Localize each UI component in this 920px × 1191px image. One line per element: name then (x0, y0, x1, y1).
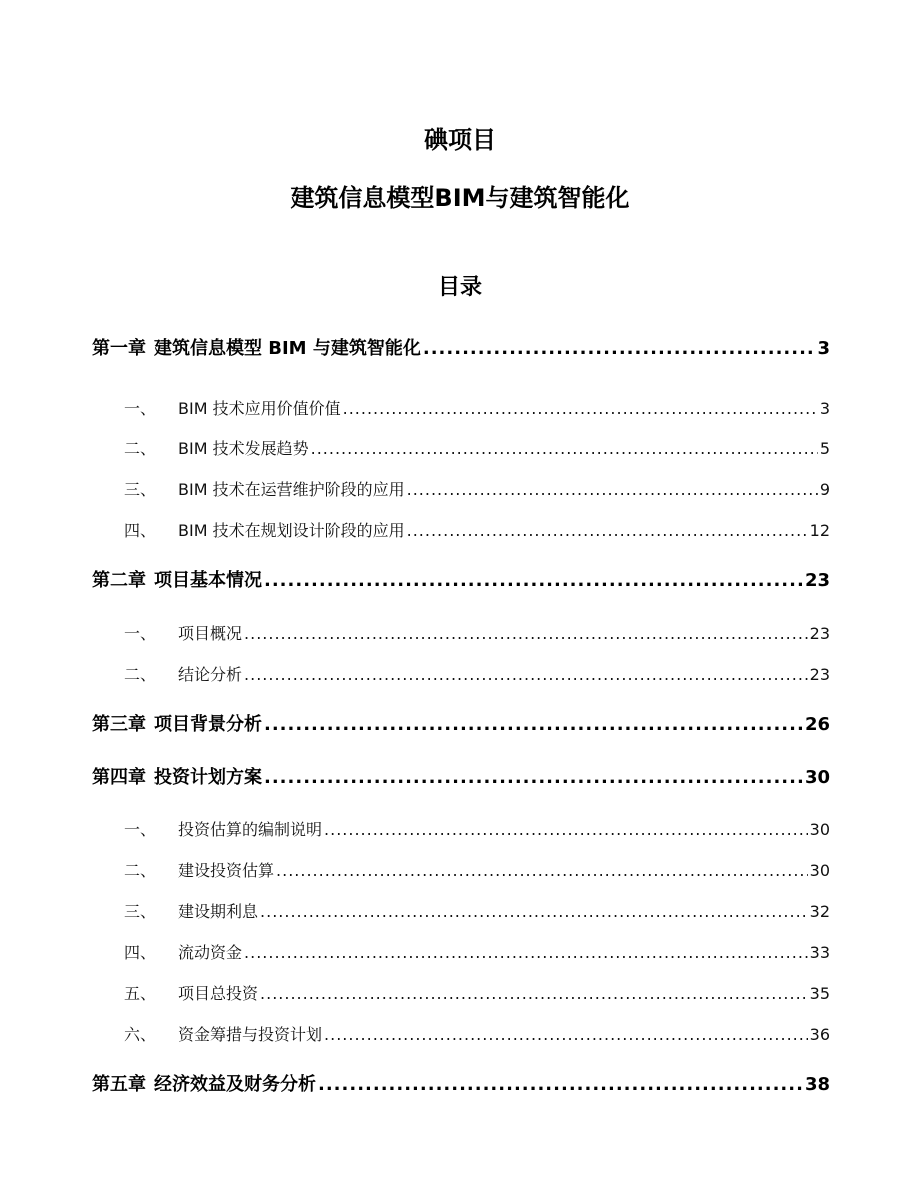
toc-entry-number: 三、 (124, 902, 157, 921)
toc-entry-section[interactable] (124, 941, 830, 965)
toc-entry-page: 23 (809, 665, 830, 684)
toc-entry-section[interactable] (124, 437, 830, 461)
toc-entry-title: 建设期利息 (178, 902, 259, 921)
toc-leader-dots (318, 1073, 803, 1097)
toc-leader-dots (343, 397, 818, 421)
document-title-line1: 碘项目 (424, 126, 496, 154)
toc-entry-chapter[interactable] (92, 1073, 830, 1097)
toc-entry-title: 建设投资估算 (178, 861, 275, 880)
toc-entry-page: 36 (809, 1025, 830, 1044)
toc-entry-title: 项目总投资 (178, 984, 259, 1003)
toc-entry-page: 9 (819, 480, 830, 499)
toc-entry-number: 二、 (124, 439, 157, 458)
toc-entry-title: 项目基本情况 (154, 570, 262, 591)
toc-entry-section[interactable] (124, 900, 830, 924)
toc-entry-page: 30 (809, 820, 830, 839)
toc-entry-number: 第二章 (92, 570, 146, 591)
toc-entry-page: 35 (809, 984, 830, 1003)
toc-leader-dots (244, 663, 808, 687)
toc-entry-section[interactable] (124, 818, 830, 842)
toc-entry-page: 38 (804, 1074, 830, 1095)
toc-entry-number: 一、 (124, 624, 157, 643)
toc-entry-title: 投资计划方案 (154, 767, 262, 788)
toc-leader-dots (260, 900, 808, 924)
toc-entry-page: 30 (804, 767, 830, 788)
toc-entry-number: 三、 (124, 480, 157, 499)
toc-entry-page: 12 (809, 521, 830, 540)
toc-heading: 目录 (437, 275, 482, 300)
toc-entry-page: 26 (804, 714, 830, 735)
toc-entry-section[interactable] (124, 982, 830, 1006)
toc-leader-dots (244, 941, 808, 965)
toc-entry-page: 3 (819, 399, 830, 418)
toc-entry-title: BIM 技术在规划设计阶段的应用 (178, 521, 405, 540)
toc-entry-title: 项目背景分析 (154, 714, 262, 735)
toc-entry-section[interactable] (124, 663, 830, 687)
toc-leader-dots (264, 569, 803, 593)
toc-entry-chapter[interactable] (92, 713, 830, 737)
toc-entry-title: BIM 技术在运营维护阶段的应用 (178, 480, 405, 499)
toc-entry-title: 经济效益及财务分析 (154, 1074, 316, 1095)
toc-leader-dots (264, 713, 803, 737)
toc-entry-chapter[interactable] (92, 766, 830, 790)
toc-leader-dots (324, 818, 808, 842)
toc-entry-title: 投资估算的编制说明 (178, 820, 323, 839)
toc-entry-section[interactable] (124, 859, 830, 883)
toc-entry-number: 第三章 (92, 714, 146, 735)
toc-leader-dots (407, 478, 818, 502)
toc-leader-dots (260, 982, 808, 1006)
toc-entry-section[interactable] (124, 1023, 830, 1047)
toc-entry-number: 二、 (124, 665, 157, 684)
toc-entry-page: 23 (804, 570, 830, 591)
toc-entry-chapter[interactable] (92, 337, 830, 361)
toc-entry-number: 一、 (124, 820, 157, 839)
toc-entry-number: 第四章 (92, 767, 146, 788)
toc-entry-page: 32 (809, 902, 830, 921)
toc-entry-section[interactable] (124, 622, 830, 646)
toc-entry-title: 建筑信息模型 BIM 与建筑智能化 (154, 338, 421, 359)
toc-entry-section[interactable] (124, 478, 830, 502)
toc-entry-title: 流动资金 (178, 943, 243, 962)
toc-entry-number: 四、 (124, 521, 157, 540)
toc-entry-page: 3 (817, 338, 830, 359)
toc-entry-number: 第一章 (92, 338, 146, 359)
toc-leader-dots (324, 1023, 808, 1047)
toc-entry-title: 结论分析 (178, 665, 243, 684)
toc-entry-page: 23 (809, 624, 830, 643)
toc-leader-dots (423, 337, 816, 361)
toc-entry-section[interactable] (124, 519, 830, 543)
toc-leader-dots (264, 766, 803, 790)
toc-leader-dots (244, 622, 808, 646)
toc-entry-title: 项目概况 (178, 624, 243, 643)
toc-entry-number: 六、 (124, 1025, 157, 1044)
toc-entry-page: 33 (809, 943, 830, 962)
document-title-line2: 建筑信息模型BIM与建筑智能化 (290, 184, 630, 212)
toc-leader-dots (407, 519, 808, 543)
toc-entry-title: BIM 技术应用价值价值 (178, 399, 341, 418)
toc-entry-number: 第五章 (92, 1074, 146, 1095)
toc-entry-page: 5 (819, 439, 830, 458)
toc-leader-dots (311, 437, 818, 461)
toc-entry-number: 五、 (124, 984, 157, 1003)
toc-entry-section[interactable] (124, 397, 830, 421)
toc-entry-number: 二、 (124, 861, 157, 880)
toc-entry-chapter[interactable] (92, 569, 830, 593)
toc-entry-page: 30 (809, 861, 830, 880)
toc-entry-number: 四、 (124, 943, 157, 962)
toc-leader-dots (276, 859, 808, 883)
toc-entry-number: 一、 (124, 399, 157, 418)
toc-entry-title: 资金筹措与投资计划 (178, 1025, 323, 1044)
toc-entry-title: BIM 技术发展趋势 (178, 439, 309, 458)
